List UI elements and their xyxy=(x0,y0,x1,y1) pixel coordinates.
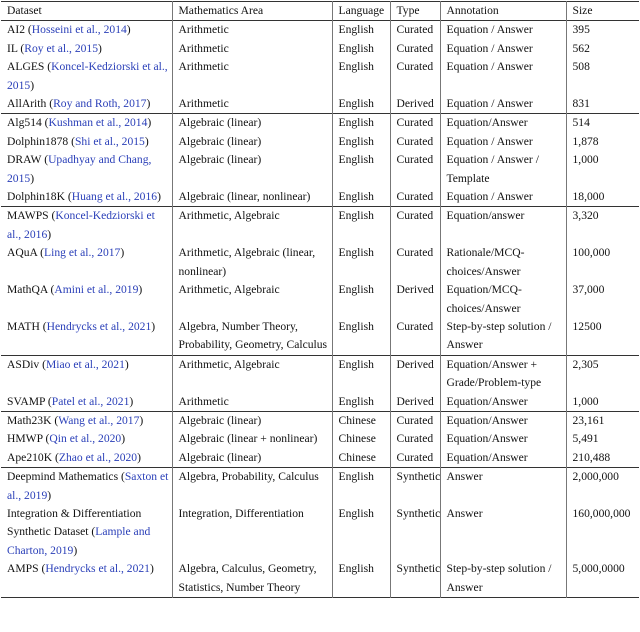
annotation-cell: Step-by-step solution / Answer xyxy=(440,560,566,597)
language-cell: English xyxy=(332,151,390,188)
annotation-cell: Equation / Answer xyxy=(440,40,566,58)
mathematics-area-cell: Arithmetic xyxy=(172,393,332,412)
dataset-name: Alg514 xyxy=(7,116,42,130)
header-annotation: Annotation xyxy=(440,2,566,21)
dataset-name: Dolphin1878 xyxy=(7,134,69,148)
table-row xyxy=(1,505,639,560)
dataset-name: DRAW xyxy=(7,153,42,167)
citation-link[interactable]: Saxton et al., 2019 xyxy=(7,470,169,502)
dataset-name: Deepmind Mathematics xyxy=(7,470,119,484)
size-cell: 210,488 xyxy=(572,450,611,464)
size-cell: 5,000,0000 xyxy=(572,562,625,576)
header-type: Type xyxy=(390,2,440,21)
citation-link[interactable]: Zhao et al., 2020 xyxy=(58,450,138,464)
table-row xyxy=(1,430,639,448)
language-cell: Chinese xyxy=(332,449,390,468)
citation-link[interactable]: Hendrycks et al., 2021 xyxy=(46,319,152,333)
size-cell: 2,000,000 xyxy=(572,470,619,484)
type-cell: Curated xyxy=(390,188,440,207)
table-row xyxy=(1,58,639,95)
type-cell: Curated xyxy=(390,58,440,95)
citation-link[interactable]: Miao et al., 2021 xyxy=(45,357,125,371)
mathematics-area-cell: Arithmetic, Algebraic xyxy=(172,207,332,244)
size-cell: 3,320 xyxy=(572,209,599,223)
header-size: Size xyxy=(572,4,593,17)
annotation-cell: Step-by-step solution / Answer xyxy=(440,318,566,355)
size-cell: 23,161 xyxy=(572,413,605,427)
dataset-name: Ape210K xyxy=(7,450,53,464)
dataset-name: SVAMP xyxy=(7,394,46,408)
dataset-name: Math23K xyxy=(7,413,52,427)
dataset-cell: AMPS (Hendrycks et al., 2021) xyxy=(1,560,172,597)
annotation-cell: Equation / Answer xyxy=(440,21,566,40)
mathematics-area-cell: Arithmetic xyxy=(172,58,332,95)
table-row xyxy=(1,281,639,318)
size-cell: 1,000 xyxy=(572,153,599,167)
type-cell: Curated xyxy=(390,40,440,58)
type-cell: Synthetic xyxy=(390,505,440,560)
type-cell: Synthetic xyxy=(390,560,440,597)
citation-link[interactable]: Roy and Roth, 2017 xyxy=(53,97,147,111)
table-row xyxy=(1,133,639,151)
citation-link[interactable]: Ling et al., 2017 xyxy=(44,246,121,260)
dataset-name: AQuA xyxy=(7,246,38,260)
header-mathematics-area: Mathematics Area xyxy=(172,2,332,21)
type-cell: Curated xyxy=(390,21,440,40)
dataset-cell: ASDiv (Miao et al., 2021) xyxy=(1,355,172,392)
table-row xyxy=(1,560,639,597)
annotation-cell: Equation / Answer xyxy=(440,188,566,207)
citation-link[interactable]: Patel et al., 2021 xyxy=(51,394,130,408)
dataset-cell: IL (Roy et al., 2015) xyxy=(1,40,172,58)
citation-link[interactable]: Shi et al., 2015 xyxy=(74,134,145,148)
table-row xyxy=(1,151,639,188)
table-row xyxy=(1,188,639,207)
mathematics-area-cell: Arithmetic, Algebraic xyxy=(172,355,332,392)
language-cell: English xyxy=(332,207,390,244)
dataset-group xyxy=(1,207,639,355)
size-cell: 12500 xyxy=(572,319,602,333)
citation-link[interactable]: Koncel-Kedziorski et al., 2016 xyxy=(7,209,155,241)
dataset-name: AllArith xyxy=(7,97,47,111)
header-row xyxy=(1,2,639,21)
dataset-cell: Alg514 (Kushman et al., 2014) xyxy=(1,114,172,133)
table-row xyxy=(1,114,639,133)
type-cell: Synthetic xyxy=(390,468,440,505)
citation-link[interactable]: Koncel-Kedziorski et al., 2015 xyxy=(7,60,168,92)
language-cell: Chinese xyxy=(332,411,390,430)
dataset-name: ALGES xyxy=(7,60,45,74)
annotation-cell: Answer xyxy=(440,505,566,560)
dataset-name: MathQA xyxy=(7,283,48,297)
citation-link[interactable]: Amini et al., 2019 xyxy=(54,283,139,297)
size-cell: 562 xyxy=(572,41,590,55)
language-cell: English xyxy=(332,40,390,58)
citation-link[interactable]: Qin et al., 2020 xyxy=(49,432,122,446)
type-cell: Curated xyxy=(390,449,440,468)
annotation-cell: Equation/Answer xyxy=(440,430,566,448)
citation-link[interactable]: Huang et al., 2016 xyxy=(71,190,158,204)
annotation-cell: Equation / Answer / Template xyxy=(440,151,566,188)
mathematics-area-cell: Algebraic (linear) xyxy=(172,151,332,188)
mathematics-area-cell: Algebra, Probability, Calculus xyxy=(172,468,332,505)
citation-link[interactable]: Upadhyay and Chang, 2015 xyxy=(7,153,152,185)
type-cell: Curated xyxy=(390,114,440,133)
annotation-cell: Equation/Answer xyxy=(440,411,566,430)
type-cell: Derived xyxy=(390,393,440,412)
dataset-cell: ALGES (Koncel-Kedziorski et al., 2015) xyxy=(1,58,172,95)
annotation-cell: Rationale/MCQ-choices/Answer xyxy=(440,244,566,281)
table-row xyxy=(1,21,639,40)
dataset-name: ASDiv xyxy=(7,357,40,371)
dataset-name: AI2 xyxy=(7,23,26,37)
annotation-cell: Equation/answer xyxy=(440,207,566,244)
size-cell: 160,000,000 xyxy=(572,506,631,520)
language-cell: English xyxy=(332,281,390,318)
dataset-cell: AI2 (Hosseini et al., 2014) xyxy=(1,21,172,40)
dataset-cell: MathQA (Amini et al., 2019) xyxy=(1,281,172,318)
dataset-name: Dolphin18K xyxy=(7,190,65,204)
mathematics-area-cell: Algebraic (linear) xyxy=(172,133,332,151)
citation-link[interactable]: Roy et al., 2015 xyxy=(24,41,99,55)
annotation-cell: Equation/Answer xyxy=(440,393,566,412)
annotation-cell: Equation/MCQ-choices/Answer xyxy=(440,281,566,318)
mathematics-area-cell: Algebraic (linear + nonlinear) xyxy=(172,430,332,448)
dataset-group xyxy=(1,355,639,411)
dataset-name: MAWPS xyxy=(7,209,49,223)
dataset-cell: Deepmind Mathematics (Saxton et al., 2019) xyxy=(1,468,172,505)
dataset-cell: Math23K (Wang et al., 2017) xyxy=(1,411,172,430)
size-cell: 2,305 xyxy=(572,357,599,371)
language-cell: English xyxy=(332,468,390,505)
type-cell: Curated xyxy=(390,411,440,430)
citation-link[interactable]: Kushman et al., 2014 xyxy=(48,116,148,130)
table-row xyxy=(1,95,639,114)
mathematics-area-cell: Arithmetic, Algebraic (linear, nonlinear) xyxy=(172,244,332,281)
table-row xyxy=(1,40,639,58)
language-cell: English xyxy=(332,318,390,355)
language-cell: English xyxy=(332,244,390,281)
annotation-cell: Equation / Answer xyxy=(440,95,566,114)
language-cell: English xyxy=(332,188,390,207)
language-cell: English xyxy=(332,560,390,597)
language-cell: English xyxy=(332,95,390,114)
table-row xyxy=(1,411,639,430)
dataset-group xyxy=(1,21,639,114)
table-row xyxy=(1,468,639,505)
size-cell: 18,000 xyxy=(572,190,605,204)
mathematics-area-cell: Algebra, Calculus, Geometry, Statistics, Number Theory xyxy=(172,560,332,597)
dataset-group xyxy=(1,114,639,207)
annotation-cell: Equation/Answer xyxy=(440,449,566,468)
mathematics-area-cell: Integration, Differentiation xyxy=(172,505,332,560)
size-cell: 100,000 xyxy=(572,246,611,260)
citation-link[interactable]: Wang et al., 2017 xyxy=(58,413,140,427)
table-row xyxy=(1,393,639,412)
type-cell: Curated xyxy=(390,151,440,188)
size-cell: 5,491 xyxy=(572,432,599,446)
size-cell: 508 xyxy=(572,60,590,74)
language-cell: English xyxy=(332,133,390,151)
dataset-cell: Ape210K (Zhao et al., 2020) xyxy=(1,449,172,468)
table-row xyxy=(1,244,639,281)
type-cell: Curated xyxy=(390,133,440,151)
dataset-name: MATH xyxy=(7,319,40,333)
size-cell: 37,000 xyxy=(572,283,605,297)
dataset-cell: AllArith (Roy and Roth, 2017) xyxy=(1,95,172,114)
mathematics-area-cell: Arithmetic xyxy=(172,40,332,58)
annotation-cell: Equation / Answer xyxy=(440,58,566,95)
dataset-name: AMPS xyxy=(7,562,39,576)
annotation-cell: Answer xyxy=(440,468,566,505)
mathematics-area-cell: Algebraic (linear) xyxy=(172,411,332,430)
table-row xyxy=(1,355,639,392)
language-cell: English xyxy=(332,505,390,560)
citation-link[interactable]: Lample and Charton, 2019 xyxy=(7,525,151,557)
datasets-table xyxy=(1,1,639,598)
dataset-cell: Dolphin1878 (Shi et al., 2015) xyxy=(1,133,172,151)
dataset-group xyxy=(1,468,639,598)
dataset-cell: Integration & Differentiation Synthetic Dataset (Lample and Charton, 2019) xyxy=(1,505,172,560)
mathematics-area-cell: Arithmetic xyxy=(172,95,332,114)
dataset-name: HMWP xyxy=(7,432,43,446)
annotation-cell: Equation/Answer + Grade/Problem-type xyxy=(440,355,566,392)
language-cell: English xyxy=(332,58,390,95)
language-cell: English xyxy=(332,21,390,40)
annotation-cell: Equation/Answer xyxy=(440,114,566,133)
table-row xyxy=(1,318,639,355)
language-cell: English xyxy=(332,114,390,133)
dataset-cell: Dolphin18K (Huang et al., 2016) xyxy=(1,188,172,207)
type-cell: Derived xyxy=(390,281,440,318)
mathematics-area-cell: Algebraic (linear, nonlinear) xyxy=(172,188,332,207)
dataset-cell: SVAMP (Patel et al., 2021) xyxy=(1,393,172,412)
table-row xyxy=(1,207,639,244)
type-cell: Derived xyxy=(390,95,440,114)
size-cell: 1,000 xyxy=(572,394,599,408)
type-cell: Curated xyxy=(390,244,440,281)
dataset-cell: HMWP (Qin et al., 2020) xyxy=(1,430,172,448)
header-dataset: Dataset xyxy=(1,2,172,21)
dataset-cell: DRAW (Upadhyay and Chang, 2015) xyxy=(1,151,172,188)
mathematics-area-cell: Arithmetic xyxy=(172,21,332,40)
size-cell: 831 xyxy=(572,97,590,111)
mathematics-area-cell: Arithmetic, Algebraic xyxy=(172,281,332,318)
table-row xyxy=(1,449,639,468)
mathematics-area-cell: Algebra, Number Theory, Probability, Geometry, Calculus xyxy=(172,318,332,355)
size-cell: 514 xyxy=(572,116,590,130)
citation-link[interactable]: Hosseini et al., 2014 xyxy=(31,23,127,37)
citation-link[interactable]: Hendrycks et al., 2021 xyxy=(45,562,150,576)
mathematics-area-cell: Algebraic (linear) xyxy=(172,449,332,468)
dataset-cell: MAWPS (Koncel-Kedziorski et al., 2016) xyxy=(1,207,172,244)
dataset-name: Integration & Differentiation Synthetic Dataset xyxy=(7,506,142,539)
dataset-name: IL xyxy=(7,41,18,55)
language-cell: Chinese xyxy=(332,430,390,448)
type-cell: Curated xyxy=(390,207,440,244)
language-cell: English xyxy=(332,355,390,392)
dataset-cell: AQuA (Ling et al., 2017) xyxy=(1,244,172,281)
type-cell: Curated xyxy=(390,430,440,448)
language-cell: English xyxy=(332,393,390,412)
type-cell: Curated xyxy=(390,318,440,355)
size-cell: 395 xyxy=(572,23,590,37)
annotation-cell: Equation / Answer xyxy=(440,133,566,151)
header-language: Language xyxy=(332,2,390,21)
dataset-group xyxy=(1,411,639,467)
dataset-cell: MATH (Hendrycks et al., 2021) xyxy=(1,318,172,355)
size-cell: 1,878 xyxy=(572,134,599,148)
mathematics-area-cell: Algebraic (linear) xyxy=(172,114,332,133)
type-cell: Derived xyxy=(390,355,440,392)
